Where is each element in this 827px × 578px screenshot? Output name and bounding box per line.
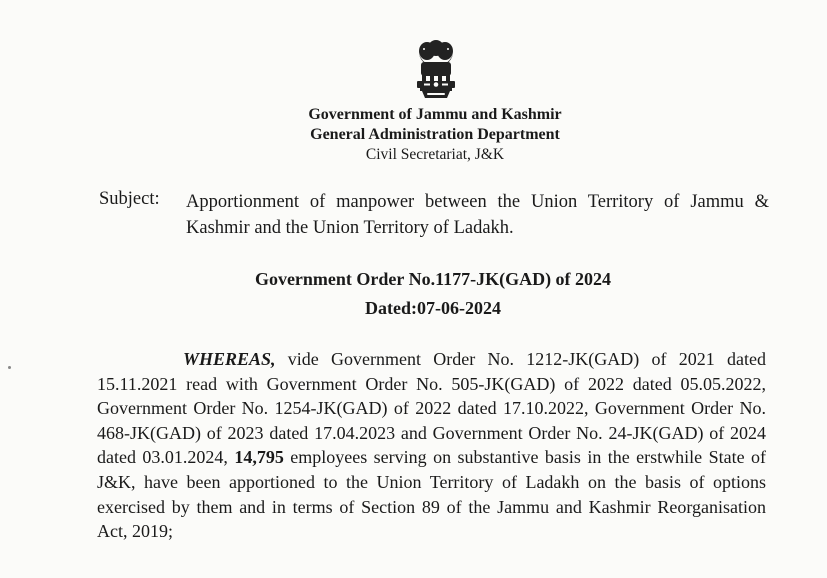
order-number: Government Order No.1177-JK(GAD) of 2024 — [254, 269, 612, 289]
whereas-keyword: WHEREAS, — [183, 349, 276, 369]
order-paragraph — [97, 347, 766, 544]
subject-label: Subject: — [99, 189, 160, 209]
paragraph-text-2: employees serving on substantive basis in the erstwhile State of J&K, have been apportioned to the Union Territory of Ladakh on the basis of options exercised by them and in terms of Section 89 of the Jammu and Kashmir Reorganisation Act, 2019; — [97, 447, 766, 542]
state-emblem-icon — [410, 40, 462, 100]
paragraph-text-1: vide Government Order No. 1212-JK(GAD) of 2021 dated 15.11.2021 read with Government Order No. 505-JK(GAD) of 2022 dated 05.05.2022, Government Order No. 1254-JK(GAD) of 2022 dated 17.10.2022, Government Order No. 468-JK(GAD) of 2023 dated 17.04.2023 and Government Order No. 24-JK(GAD) of 2024 dated 03.01.2024, — [97, 349, 766, 468]
employee-count: 14,795 — [234, 447, 284, 468]
margin-mark — [8, 366, 11, 369]
order-date: Dated:07-06-2024 — [365, 298, 501, 318]
department-title: General Administration Department — [310, 126, 560, 143]
subject-text: Apportionment of manpower between the Union Territory of Jammu & Kashmir and the Union Territory of Ladakh. — [186, 192, 769, 238]
govt-title: Government of Jammu and Kashmir — [308, 106, 562, 123]
office-address: Civil Secretariat, J&K — [365, 146, 505, 163]
